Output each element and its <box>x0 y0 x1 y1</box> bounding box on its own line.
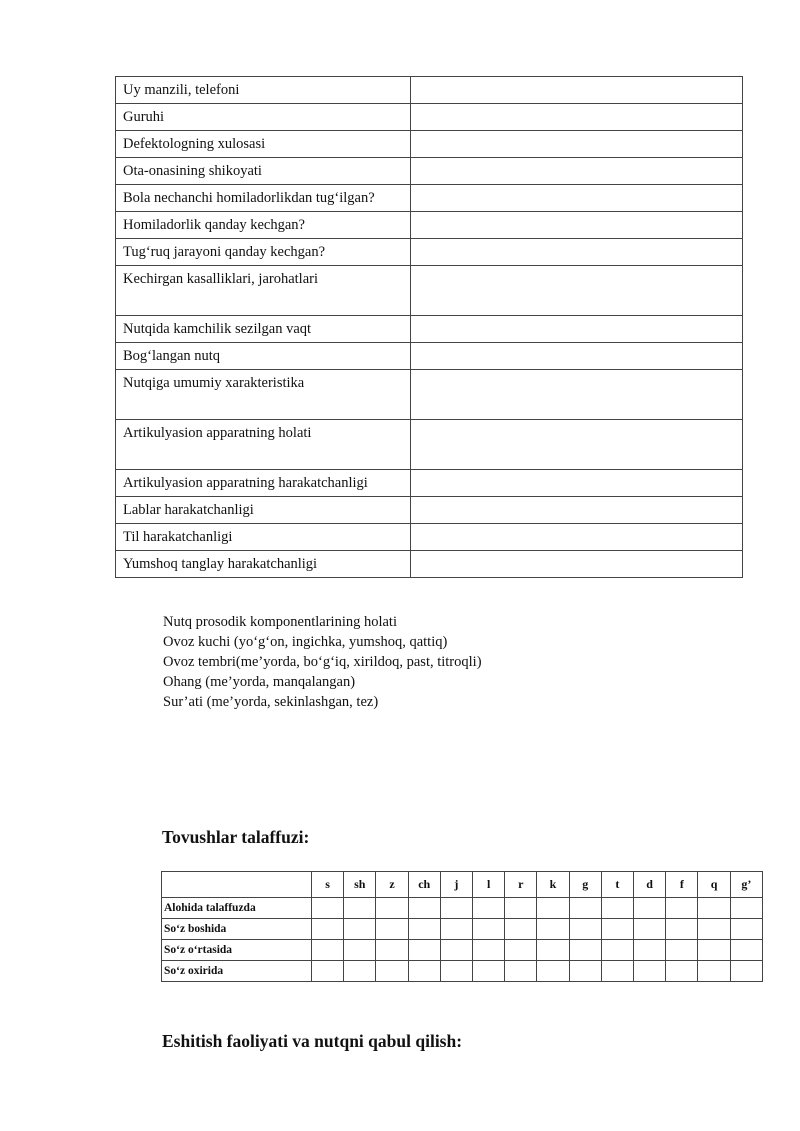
row-value-cell[interactable] <box>411 266 743 316</box>
table-row <box>116 316 743 343</box>
row-value-cell[interactable] <box>411 131 743 158</box>
row-label: Bola nechanchi homiladorlikdan tug‘ilgan? <box>116 185 411 212</box>
row-label: Ota-onasining shikoyati <box>116 158 411 185</box>
sound-cell[interactable] <box>634 961 666 982</box>
sound-cell[interactable] <box>666 940 698 961</box>
sound-column-header: g <box>569 872 601 898</box>
table-row <box>116 551 743 578</box>
table-row <box>116 524 743 551</box>
row-value-cell[interactable] <box>411 104 743 131</box>
sound-column-header: ch <box>408 872 440 898</box>
sound-cell[interactable] <box>376 898 408 919</box>
sound-pronunciation-table <box>161 871 763 982</box>
sound-cell[interactable] <box>666 898 698 919</box>
sound-column-header: r <box>505 872 537 898</box>
table-row <box>116 212 743 239</box>
sound-row-label: So‘z o‘rtasida <box>162 940 312 961</box>
sound-cell[interactable] <box>569 898 601 919</box>
sound-cell[interactable] <box>730 919 762 940</box>
sound-column-header: sh <box>344 872 376 898</box>
sound-cell[interactable] <box>312 961 344 982</box>
sound-cell[interactable] <box>440 898 472 919</box>
sound-cell[interactable] <box>634 898 666 919</box>
row-label: Uy manzili, telefoni <box>116 77 411 104</box>
sound-row <box>162 961 763 982</box>
sound-cell[interactable] <box>344 919 376 940</box>
sound-cell[interactable] <box>537 961 569 982</box>
sound-row <box>162 919 763 940</box>
row-label: Til harakatchanligi <box>116 524 411 551</box>
table-row <box>116 77 743 104</box>
corner-cell <box>162 872 312 898</box>
table-row <box>116 343 743 370</box>
sound-cell[interactable] <box>634 940 666 961</box>
sound-cell[interactable] <box>698 919 730 940</box>
sound-cell[interactable] <box>344 961 376 982</box>
sound-cell[interactable] <box>505 961 537 982</box>
sounds-heading: Tovushlar talaffuzi: <box>162 827 310 847</box>
row-value-cell[interactable] <box>411 212 743 239</box>
sound-cell[interactable] <box>537 898 569 919</box>
row-value-cell[interactable] <box>411 77 743 104</box>
sound-column-header: k <box>537 872 569 898</box>
row-label: Nutqida kamchilik sezilgan vaqt <box>116 316 411 343</box>
row-value-cell[interactable] <box>411 343 743 370</box>
sound-column-header: l <box>473 872 505 898</box>
sound-cell[interactable] <box>569 919 601 940</box>
sound-cell[interactable] <box>376 961 408 982</box>
sound-cell[interactable] <box>666 919 698 940</box>
table-row <box>116 370 743 420</box>
sound-cell[interactable] <box>376 940 408 961</box>
prosodic-line: Ovoz tembri(me’yorda, bo‘g‘iq, xirildoq, past, titroqli) <box>163 654 482 670</box>
sound-row-label: So‘z oxirida <box>162 961 312 982</box>
sound-cell[interactable] <box>376 919 408 940</box>
sound-cell[interactable] <box>698 898 730 919</box>
table-row <box>116 185 743 212</box>
row-label: Defektologning xulosasi <box>116 131 411 158</box>
row-value-cell[interactable] <box>411 524 743 551</box>
table-row <box>116 158 743 185</box>
table-row <box>116 420 743 470</box>
sound-cell[interactable] <box>730 961 762 982</box>
sound-cell[interactable] <box>634 919 666 940</box>
sound-cell[interactable] <box>698 940 730 961</box>
sound-cell[interactable] <box>408 898 440 919</box>
table-row <box>116 470 743 497</box>
table-row <box>116 497 743 524</box>
patient-info-table <box>115 76 743 578</box>
sound-cell[interactable] <box>601 940 633 961</box>
row-label: Nutqiga umumiy xarakteristika <box>116 370 411 420</box>
sound-cell[interactable] <box>473 898 505 919</box>
row-value-cell[interactable] <box>411 497 743 524</box>
sound-cell[interactable] <box>730 940 762 961</box>
sound-column-header: g’ <box>730 872 762 898</box>
row-label: Bog‘langan nutq <box>116 343 411 370</box>
prosodic-components-list <box>163 612 482 712</box>
sound-cell[interactable] <box>730 898 762 919</box>
prosodic-line: Sur’ati (me’yorda, sekinlashgan, tez) <box>163 694 379 710</box>
sound-column-header: j <box>440 872 472 898</box>
row-label: Guruhi <box>116 104 411 131</box>
row-label: Lablar harakatchanligi <box>116 497 411 524</box>
sound-cell[interactable] <box>569 940 601 961</box>
row-label: Kechirgan kasalliklari, jarohatlari <box>116 266 411 316</box>
sound-cell[interactable] <box>440 961 472 982</box>
prosodic-line: Nutq prosodik komponentlarining holati <box>163 614 397 630</box>
sound-row <box>162 940 763 961</box>
row-label: Tug‘ruq jarayoni qanday kechgan? <box>116 239 411 266</box>
sound-column-header: d <box>634 872 666 898</box>
sound-cell[interactable] <box>666 961 698 982</box>
row-label: Artikulyasion apparatning harakatchanligi <box>116 470 411 497</box>
sound-row-label: So‘z boshida <box>162 919 312 940</box>
table-row <box>116 104 743 131</box>
row-label: Homiladorlik qanday kechgan? <box>116 212 411 239</box>
sound-column-header: f <box>666 872 698 898</box>
table-row <box>116 239 743 266</box>
sound-cell[interactable] <box>569 961 601 982</box>
sound-cell[interactable] <box>440 940 472 961</box>
row-value-cell[interactable] <box>411 370 743 420</box>
sound-cell[interactable] <box>408 961 440 982</box>
sound-cell[interactable] <box>312 919 344 940</box>
row-label: Artikulyasion apparatning holati <box>116 420 411 470</box>
sound-row-label: Alohida talaffuzda <box>162 898 312 919</box>
sound-cell[interactable] <box>698 961 730 982</box>
row-value-cell[interactable] <box>411 185 743 212</box>
sound-cell[interactable] <box>537 919 569 940</box>
row-value-cell[interactable] <box>411 470 743 497</box>
row-value-cell[interactable] <box>411 239 743 266</box>
sound-cell[interactable] <box>344 898 376 919</box>
hearing-heading: Eshitish faoliyati va nutqni qabul qilish: <box>162 1031 463 1051</box>
row-value-cell[interactable] <box>411 551 743 578</box>
row-value-cell[interactable] <box>411 420 743 470</box>
sound-row <box>162 898 763 919</box>
row-label: Yumshoq tanglay harakatchanligi <box>116 551 411 578</box>
sound-cell[interactable] <box>601 961 633 982</box>
sound-cell[interactable] <box>505 919 537 940</box>
row-value-cell[interactable] <box>411 158 743 185</box>
prosodic-line: Ohang (me’yorda, manqalangan) <box>163 674 356 690</box>
sound-column-header: t <box>601 872 633 898</box>
sound-cell[interactable] <box>408 919 440 940</box>
sound-cell[interactable] <box>473 940 505 961</box>
sound-cell[interactable] <box>537 940 569 961</box>
sound-cell[interactable] <box>505 898 537 919</box>
sound-cell[interactable] <box>408 940 440 961</box>
sound-cell[interactable] <box>601 919 633 940</box>
sound-cell[interactable] <box>505 940 537 961</box>
sound-cell[interactable] <box>344 940 376 961</box>
prosodic-line: Ovoz kuchi (yo‘g‘on, ingichka, yumshoq, qattiq) <box>163 634 448 650</box>
table-row <box>116 131 743 158</box>
row-value-cell[interactable] <box>411 316 743 343</box>
sound-column-header: s <box>312 872 344 898</box>
table-row <box>116 266 743 316</box>
sound-cell[interactable] <box>312 940 344 961</box>
sound-header-row <box>162 872 763 898</box>
sound-cell[interactable] <box>601 898 633 919</box>
sound-cell[interactable] <box>473 961 505 982</box>
sound-cell[interactable] <box>312 898 344 919</box>
sound-column-header: z <box>376 872 408 898</box>
sound-cell[interactable] <box>473 919 505 940</box>
sound-cell[interactable] <box>440 919 472 940</box>
sound-column-header: q <box>698 872 730 898</box>
